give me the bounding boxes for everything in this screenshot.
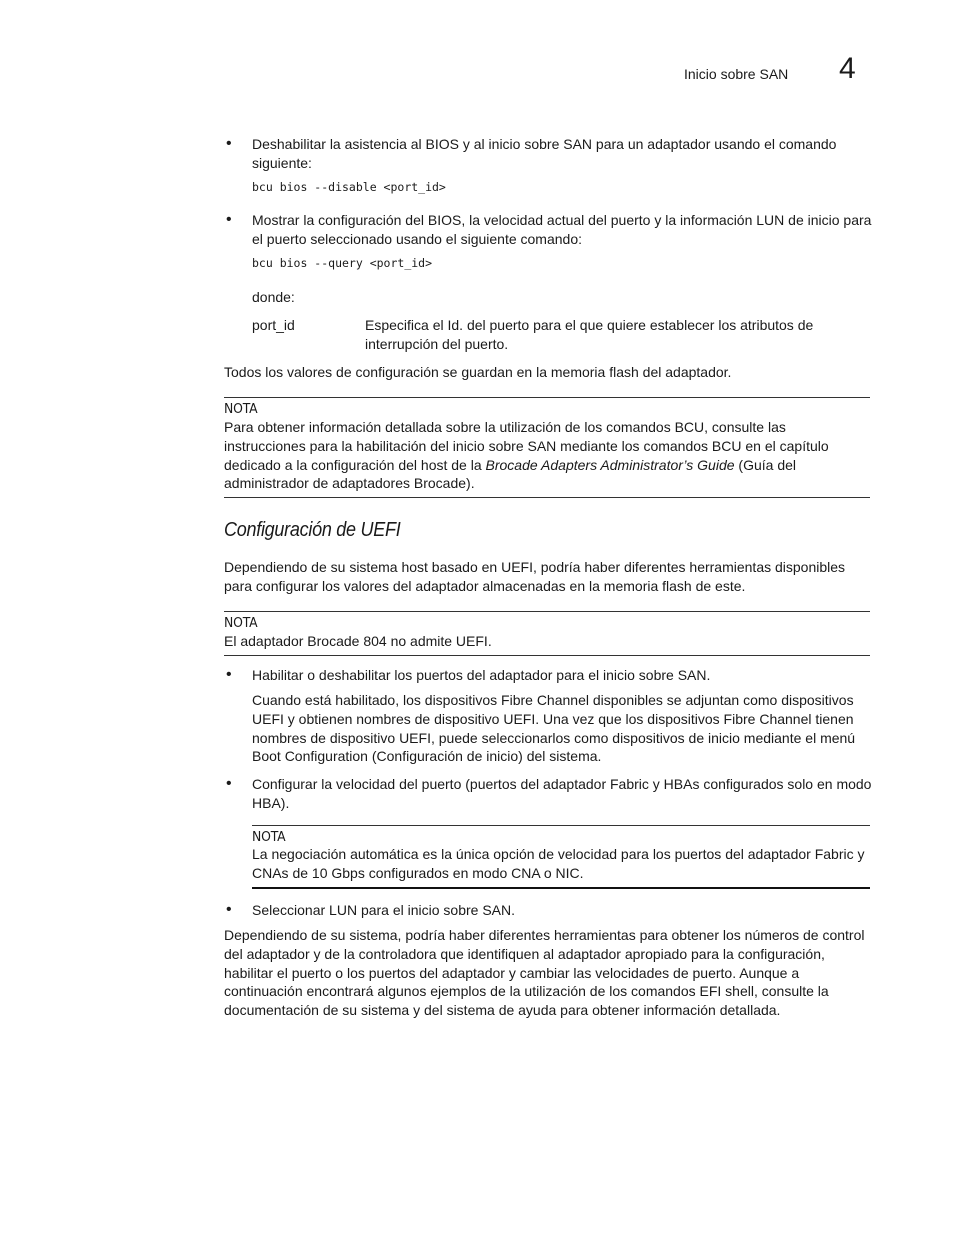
note-label: NOTA	[224, 615, 258, 631]
guide-title: Brocade Adapters Administrator’s Guide	[485, 456, 735, 473]
uefi-port-speed: Configurar la velocidad del puerto (puertos del adaptador Fabric y HBAs configurados solo en modo HBA).	[252, 776, 872, 811]
note-label: NOTA	[224, 401, 258, 417]
note-bottom-rule	[224, 497, 870, 498]
bios-disable-command: bcu bios --disable <port_id>	[252, 180, 446, 194]
bullet-icon: •	[226, 135, 232, 152]
note-bottom-rule	[252, 887, 870, 889]
note-top-rule	[224, 397, 870, 398]
note-label: NOTA	[252, 829, 286, 845]
param-name: port_id	[252, 317, 295, 333]
where-label: donde:	[252, 289, 295, 305]
note-autonegotiation: La negociación automática es la única opción de velocidad para los puertos del adaptador Fabric y CNAs de 10 Gbps configurados en modo CNA o NIC.	[252, 846, 865, 881]
uefi-select-lun: Seleccionar LUN para el inicio sobre SAN.	[252, 902, 516, 918]
running-header-title: Inicio sobre SAN	[684, 66, 789, 82]
note-bcu-text	[224, 418, 870, 493]
bullet-icon: •	[226, 666, 232, 683]
note-uefi-unsupported: El adaptador Brocade 804 no admite UEFI.	[224, 633, 492, 649]
note-bottom-rule	[224, 655, 870, 656]
section-heading-uefi: Configuración de UEFI	[224, 519, 401, 541]
bullet-icon: •	[226, 775, 232, 792]
bios-disable-instruction: Deshabilitar la asistencia al BIOS y al inicio sobre SAN para un adaptador usando el comando siguiente:	[252, 136, 837, 171]
chapter-number: 4	[839, 52, 856, 85]
bullet-icon: •	[226, 211, 232, 228]
note-top-rule	[224, 611, 870, 612]
note-bcu-text-part2: (Guía del administrador de adaptadores Brocade).	[224, 456, 797, 492]
note-top-rule	[252, 825, 870, 826]
uefi-enable-ports: Habilitar o deshabilitar los puertos del adaptador para el inicio sobre SAN.	[252, 667, 711, 683]
flash-storage-note: Todos los valores de configuración se guardan en la memoria flash del adaptador.	[224, 364, 732, 380]
bios-query-command: bcu bios --query <port_id>	[252, 256, 433, 270]
note-bcu-text-part1: Para obtener información detallada sobre la utilización de los comandos BCU, consulte las instrucciones para la habilitación del inicio sobre SAN mediante los comandos BCU en el capítulo dedicado a la configuración del host de la	[224, 419, 829, 473]
bios-query-instruction: Mostrar la configuración del BIOS, la velocidad actual del puerto y la información LUN de inicio para el puerto seleccionado usando el siguiente comando:	[252, 212, 872, 247]
uefi-closing-paragraph: Dependiendo de su sistema, podría haber diferentes herramientas para obtener los números de control del adaptador y de la controladora que identifiquen al adaptador apropiado para la configuración, habilitar el puerto o los puertos del adaptador y cambiar las velocidades de puerto. Aunque a continuación encontrará algunos ejemplos de la utilización de los comandos EFI shell, consulte la documentación de su sistema y del sistema de ayuda para obtener información detallada.	[224, 927, 865, 1019]
uefi-intro: Dependiendo de su sistema host basado en UEFI, podría haber diferentes herramientas disponibles para configurar los valores del adaptador almacenadas en la memoria flash de este.	[224, 559, 846, 594]
bullet-icon: •	[226, 901, 232, 918]
uefi-enable-ports-detail: Cuando está habilitado, los dispositivos Fibre Channel disponibles se adjuntan como dispositivos UEFI y obtienen nombres de dispositivo UEFI. Una vez que los dispositivos Fibre Channel tienen nombres de dispositivo UEFI, puede seleccionarlos como dispositivos de inicio mediante el menú Boot Configuration (Configuración de inicio) del sistema.	[252, 692, 856, 765]
param-description: Especifica el Id. del puerto para el que quiere establecer los atributos de interrupción del puerto.	[365, 317, 814, 352]
